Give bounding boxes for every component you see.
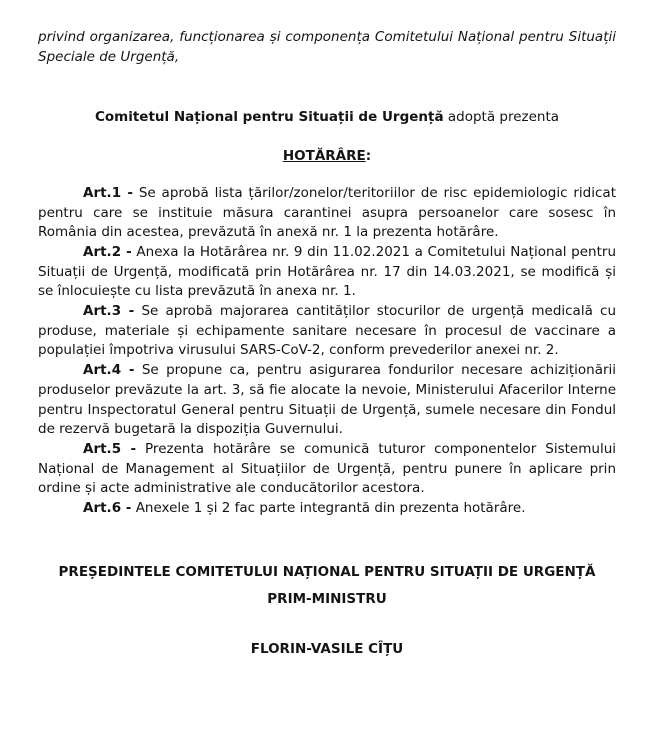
committee-name: Comitetul Național pentru Situații de Urgență xyxy=(94,109,444,126)
adoption-rest: adoptă prezenta xyxy=(447,109,560,126)
signature-name-line: FLORIN-VASILE CÎȚU xyxy=(250,640,404,657)
signature-title-line: PREȘEDINTELE COMITETULUI NAȚIONAL PENTRU SITUAȚII DE URGENȚĂ xyxy=(58,563,596,580)
article-4 xyxy=(38,361,616,440)
article-1-label: Art.1 - xyxy=(83,184,133,201)
signature-block xyxy=(38,559,616,663)
article-1 xyxy=(38,184,616,243)
article-5 xyxy=(38,440,616,499)
article-5-text: Prezenta hotărâre se comunică tuturor componentelor Sistemului Național de Management al Situațiilor de Urgență, pentru punere în aplicare prin ordine și acte administrative ale conducătorilor acestora. xyxy=(38,440,616,497)
article-2 xyxy=(38,243,616,302)
intro-paragraph: privind organizarea, funcționarea și componența Comitetului Național pentru Situații Speciale de Urgență, xyxy=(38,29,616,65)
article-3-text: Se aprobă majorarea cantităților stocurilor de urgență medicală cu produse, materiale și echipamente sanitare necesare în procesul de vaccinare a populației împotriva virusului SARS-CoV-2, conform prevederilor anexei nr. 2. xyxy=(38,303,616,359)
adoption-line xyxy=(38,108,616,128)
article-5-label: Art.5 - xyxy=(83,440,137,457)
article-2-label: Art.2 - xyxy=(83,243,132,260)
article-6-text: Anexele 1 și 2 fac parte integrantă din prezenta hotărâre. xyxy=(135,500,526,517)
decision-title-colon: : xyxy=(365,148,372,165)
articles-section xyxy=(38,184,616,519)
article-4-text: Se propune ca, pentru asigurarea fondurilor necesare achiziționării produselor prevăzute la art. 3, să fie alocate la nevoie, Ministerului Afacerilor Interne pentru Inspectoratul General pentru Situații de Urgență, sumele necesare din Fondul de rezervă bugetară la dispoziția Guvernului. xyxy=(38,362,617,438)
decision-title xyxy=(38,147,616,167)
article-3 xyxy=(38,302,616,361)
article-6 xyxy=(38,499,616,519)
signature-role-line: PRIM-MINISTRU xyxy=(267,590,387,607)
article-4-label: Art.4 - xyxy=(83,362,135,379)
article-2-text: Anexa la Hotărârea nr. 9 din 11.02.2021 a Comitetului Național pentru Situații de Urgență, modificată prin Hotărârea nr. 17 din 14.03.2021, se modifică și se înlocuiește cu lista prevăzută în anexa nr. 1. xyxy=(38,243,617,300)
article-1-text: Se aprobă lista țărilor/zonelor/teritoriilor de risc epidemiologic ridicat pentru care se instituie măsura carantinei asupra persoanelor care sosesc în România din acestea, prevăzută în anexă nr. 1 la prezenta hotărâre. xyxy=(38,184,616,241)
article-6-label: Art.6 - xyxy=(83,500,132,517)
article-3-label: Art.3 - xyxy=(83,303,135,320)
decision-title-text: HOTĂRÂRE xyxy=(282,148,366,165)
